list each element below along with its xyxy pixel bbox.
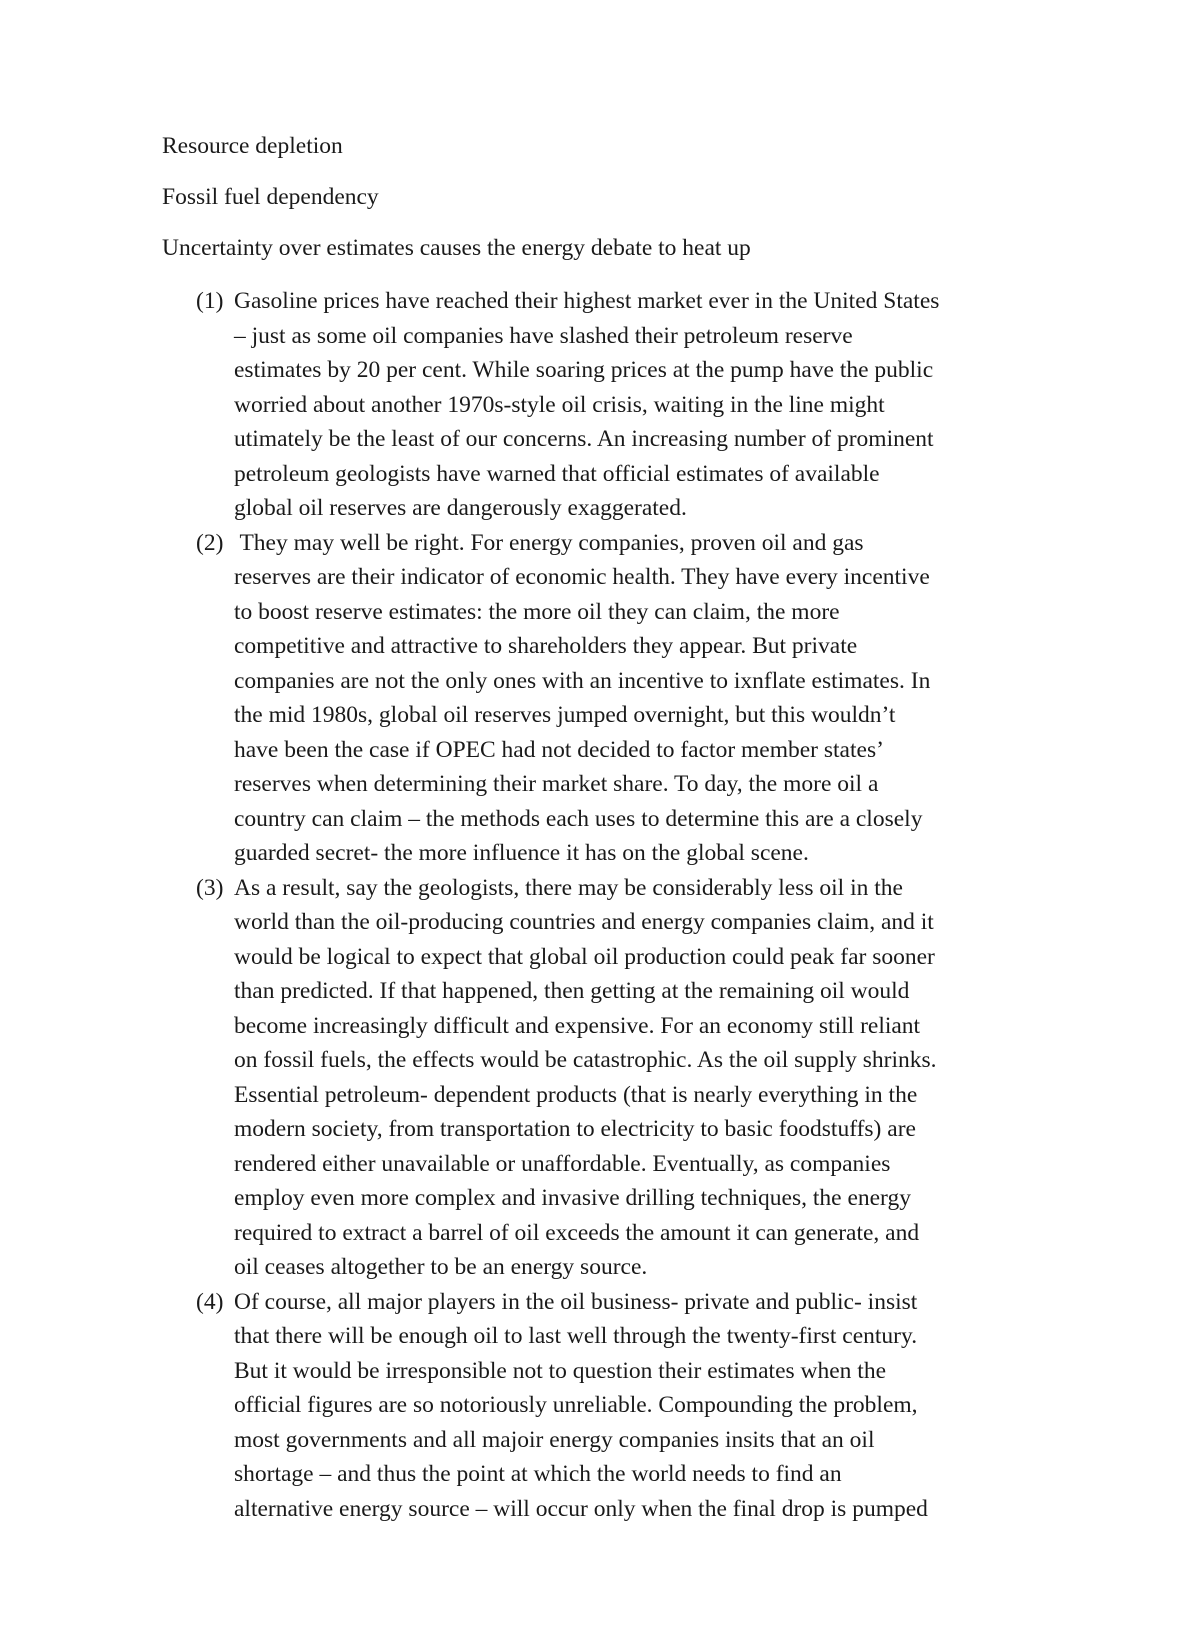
paragraph-line: competitive and attractive to shareholders they appear. But private xyxy=(234,633,858,659)
paragraph-line: – just as some oil companies have slashed their petroleum reserve xyxy=(234,322,853,349)
paragraph-line: rendered either unavailable or unaffordable. Eventually, as companies xyxy=(234,1150,891,1177)
paragraph-line: companies are not the only ones with an incentive to ixnflate estimates. In xyxy=(234,667,931,694)
item-number: (1) xyxy=(196,288,224,314)
paragraph-line: required to extract a barrel of oil exceeds the amount it can generate, and xyxy=(234,1219,920,1246)
paragraph-line: As a result, say the geologists, there may be considerably less oil in the xyxy=(234,874,903,901)
paragraph-line: They may well be right. For energy companies, proven oil and gas xyxy=(234,529,864,556)
item-number: (3) xyxy=(196,874,224,901)
numbered-paragraph-list xyxy=(196,284,1086,1526)
paragraph-line: alternative energy source – will occur only when the final drop is pumped xyxy=(234,1495,928,1522)
list-item xyxy=(196,1285,1086,1527)
paragraph-line: modern society, from transportation to electricity to basic foodstuffs) are xyxy=(234,1116,916,1142)
paragraph-line: become increasingly difficult and expensive. For an economy still reliant xyxy=(234,1012,921,1039)
paragraph-line: petroleum geologists have warned that official estimates of available xyxy=(234,460,880,487)
paragraph-line: on fossil fuels, the effects would be catastrophic. As the oil supply shrinks. xyxy=(234,1047,937,1073)
list-item xyxy=(196,871,1086,1285)
paragraph-line: have been the case if OPEC had not decided to factor member states’ xyxy=(234,736,884,763)
paragraph-line: Essential petroleum- dependent products (that is nearly everything in the xyxy=(234,1081,918,1108)
paragraph-line: shortage – and thus the point at which the world needs to find an xyxy=(234,1461,842,1487)
paragraph-line: estimates by 20 per cent. While soaring prices at the pump have the public xyxy=(234,357,934,383)
paragraph-line: global oil reserves are dangerously exaggerated. xyxy=(234,495,687,521)
paragraph-line: But it would be irresponsible not to question their estimates when the xyxy=(234,1357,887,1384)
paragraph-line: official figures are so notoriously unreliable. Compounding the problem, xyxy=(234,1392,918,1418)
paragraph-line: utimately be the least of our concerns. An increasing number of prominent xyxy=(234,426,934,452)
paragraph-line: that there will be enough oil to last well through the twenty-first century. xyxy=(234,1323,918,1349)
list-item xyxy=(196,284,1086,526)
paragraph-line: worried about another 1970s-style oil crisis, waiting in the line might xyxy=(234,391,885,418)
paragraph-line: than predicted. If that happened, then getting at the remaining oil would xyxy=(234,978,910,1004)
paragraph-line: the mid 1980s, global oil reserves jumped overnight, but this wouldn’t xyxy=(234,702,896,728)
paragraph-line: country can claim – the methods each uses to determine this are a closely xyxy=(234,805,923,832)
paragraph-line: reserves when determining their market share. To day, the more oil a xyxy=(234,771,879,797)
paragraph-line: reserves are their indicator of economic health. They have every incentive xyxy=(234,564,930,590)
paragraph-line: guarded secret- the more influence it has on the global scene. xyxy=(234,840,809,866)
item-number: (2) xyxy=(196,529,224,556)
heading-fossil-fuel-dependency: Fossil fuel dependency xyxy=(162,184,379,210)
paragraph-line: employ even more complex and invasive drilling techniques, the energy xyxy=(234,1185,911,1211)
paragraph-line: Of course, all major players in the oil business- private and public- insist xyxy=(234,1288,918,1315)
heading-resource-depletion: Resource depletion xyxy=(162,133,343,159)
list-item xyxy=(196,526,1086,871)
paragraph-line: most governments and all majoir energy companies insits that an oil xyxy=(234,1426,875,1453)
paragraph-line: oil ceases altogether to be an energy source. xyxy=(234,1254,648,1280)
paragraph-line: to boost reserve estimates: the more oil they can claim, the more xyxy=(234,598,840,625)
item-number: (4) xyxy=(196,1288,224,1315)
paragraph-line: would be logical to expect that global oil production could peak far sooner xyxy=(234,943,935,970)
paragraph-line: world than the oil-producing countries and energy companies claim, and it xyxy=(234,909,934,935)
paragraph-line: Gasoline prices have reached their highest market ever in the United States xyxy=(234,288,940,314)
heading-uncertainty-over-estimates: Uncertainty over estimates causes the energy debate to heat up xyxy=(162,235,751,261)
